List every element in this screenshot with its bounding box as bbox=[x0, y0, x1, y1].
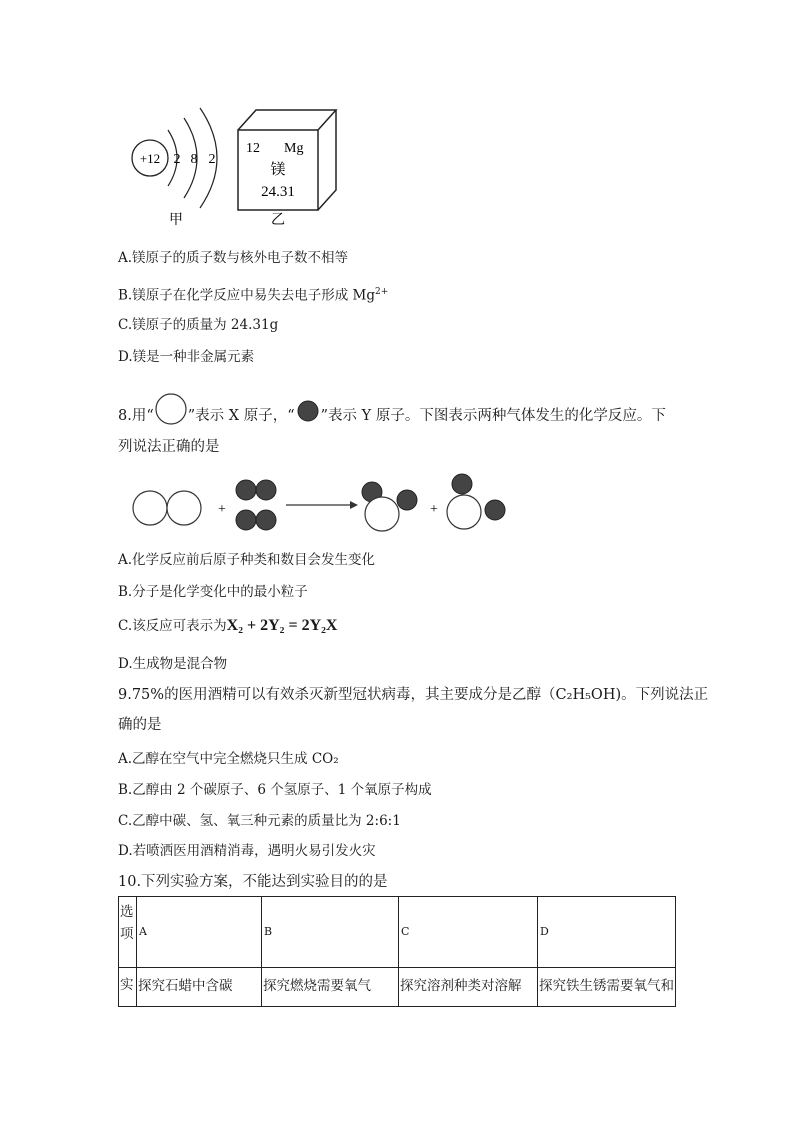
q7-option-b-sup: 2+ bbox=[374, 287, 389, 297]
nucleus-label: +12 bbox=[139, 151, 161, 166]
y-atom bbox=[452, 474, 472, 494]
element-cell-side bbox=[318, 110, 336, 210]
q8-stem-line2: 列说法正确的是 bbox=[118, 439, 220, 455]
y-atom bbox=[256, 480, 276, 500]
y-atom bbox=[397, 490, 417, 510]
element-number: 12 bbox=[246, 141, 260, 156]
header-label: A bbox=[139, 925, 147, 938]
table-header-cell bbox=[399, 897, 538, 968]
table-header-cell bbox=[262, 897, 399, 968]
q8-option-a: A.化学反应前后原子种类和数目会发生变化 bbox=[118, 552, 376, 568]
x-atom bbox=[365, 497, 399, 531]
x-atom bbox=[133, 491, 167, 525]
q9-stem-line2: 确的是 bbox=[118, 717, 162, 733]
q7-option-a: A.镁原子的质子数与核外电子数不相等 bbox=[118, 250, 349, 266]
y-atom bbox=[256, 510, 276, 530]
table-cell bbox=[399, 968, 538, 1007]
q8-stem-part1: 8.用“ bbox=[118, 408, 154, 424]
q10-stem: 10.下列实验方案，不能达到实验目的的是 bbox=[118, 874, 388, 890]
y-atom-legend-icon bbox=[295, 406, 321, 426]
q8-option-c-text: C.该反应可表示为 bbox=[118, 618, 227, 634]
element-name: 镁 bbox=[270, 160, 286, 178]
shell-count-2: 8 bbox=[190, 152, 198, 167]
cell-text: 探究溶剂种类对溶解 bbox=[400, 978, 522, 994]
q7-option-b bbox=[118, 282, 388, 306]
element-symbol: Mg bbox=[284, 141, 304, 156]
table-cell bbox=[262, 968, 399, 1007]
shell-count-3: 2 bbox=[208, 152, 216, 167]
q9-option-b: B.乙醇由 2 个碳原子、6 个氢原子、1 个氧原子构成 bbox=[118, 782, 432, 798]
reaction-diagram bbox=[118, 470, 518, 534]
q7-option-d: D.镁是一种非金属元素 bbox=[118, 349, 255, 365]
header-label: D bbox=[540, 925, 549, 938]
table-header-cell bbox=[538, 897, 676, 968]
q9-stem-line1: 9.75%的医用酒精可以有效杀灭新型冠状病毒，其主要成分是乙醇（C₂H₅OH)。下列说法正 bbox=[118, 687, 709, 703]
q8-stem-line1 bbox=[118, 406, 666, 426]
x-atom-legend-icon bbox=[154, 406, 188, 426]
cell-text: 探究铁生锈需要氧气和 bbox=[539, 978, 674, 994]
q8-stem-part2: ”表示 X 原子，“ bbox=[187, 408, 295, 424]
reaction-equation: X₂ + 2Y₂ = 2Y₂X bbox=[226, 617, 338, 634]
q7-option-b-text: B.镁原子在化学反应中易失去电子形成 Mg bbox=[118, 287, 375, 304]
q8-option-c bbox=[118, 616, 337, 636]
q9-option-d: D.若喷洒医用酒精消毒，遇明火易引发火灾 bbox=[118, 843, 376, 859]
caption-right: 乙 bbox=[271, 212, 285, 228]
y-atom bbox=[236, 480, 256, 500]
reaction-arrow-head bbox=[350, 501, 358, 509]
table-row bbox=[119, 968, 676, 1007]
plus-sign-2: + bbox=[430, 502, 438, 517]
q8-option-d: D.生成物是混合物 bbox=[118, 656, 228, 672]
table-row-first-cell: 实 bbox=[119, 968, 137, 1007]
y-atom bbox=[236, 510, 256, 530]
cell-text: 探究燃烧需要氧气 bbox=[263, 978, 371, 994]
shell-count-1: 2 bbox=[173, 152, 181, 167]
q8-stem-part3: ”表示 Y 原子。下图表示两种气体发生的化学反应。下 bbox=[320, 408, 666, 424]
q9-option-a: A.乙醇在空气中完全燃烧只生成 CO₂ bbox=[118, 751, 339, 767]
header-label: B bbox=[264, 925, 273, 938]
magnesium-figure bbox=[118, 100, 338, 230]
plus-sign-1: + bbox=[218, 502, 226, 517]
table-header-row bbox=[119, 897, 676, 968]
y-atom bbox=[485, 500, 505, 520]
element-mass: 24.31 bbox=[261, 184, 295, 200]
cell-text: 探究石蜡中含碳 bbox=[138, 978, 233, 994]
x-atom bbox=[167, 491, 201, 525]
table-cell bbox=[137, 968, 262, 1007]
header-label: C bbox=[401, 925, 410, 938]
q8-option-b: B.分子是化学变化中的最小粒子 bbox=[118, 584, 308, 600]
experiment-options-table bbox=[118, 896, 676, 1007]
table-cell bbox=[538, 968, 676, 1007]
q7-option-c: C.镁原子的质量为 24.31g bbox=[118, 317, 279, 333]
q9-option-c: C.乙醇中碳、氢、氧三种元素的质量比为 2:6:1 bbox=[118, 813, 401, 829]
table-header-first-cell: 选项 bbox=[119, 897, 137, 968]
table-header-cell bbox=[137, 897, 262, 968]
x-atom bbox=[447, 495, 481, 529]
element-cell-top bbox=[238, 110, 336, 130]
caption-left: 甲 bbox=[169, 212, 183, 228]
